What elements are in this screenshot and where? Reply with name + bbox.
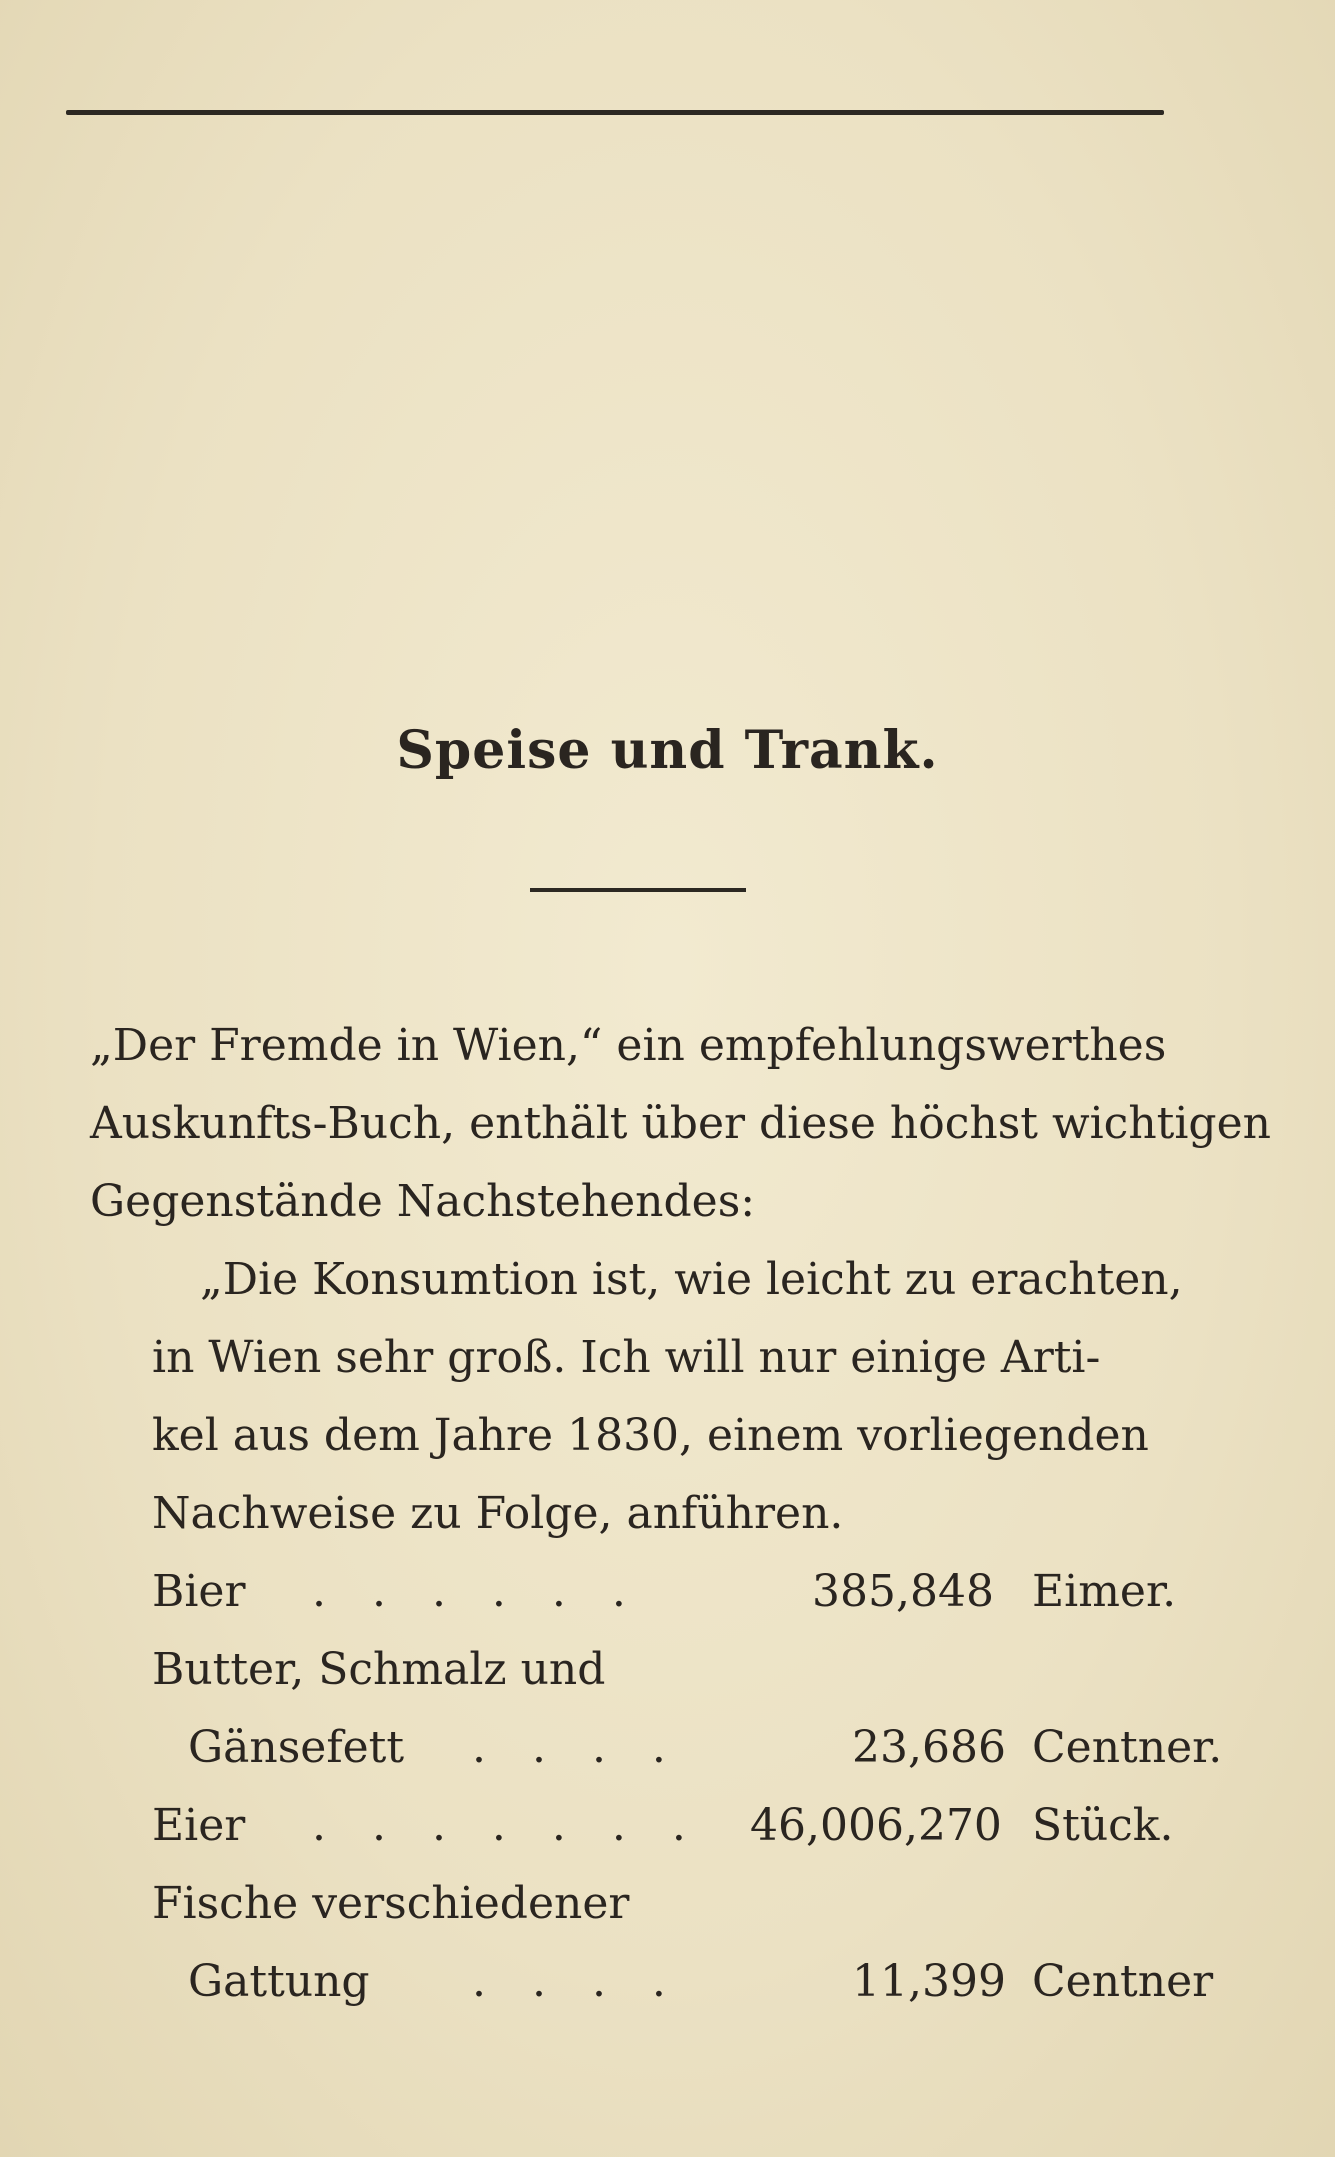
item-row-eier	[152, 1800, 1202, 1860]
item-row-butter	[152, 1644, 1202, 1704]
item-value: 385,848	[812, 1566, 994, 1617]
item-row-fische	[152, 1878, 1202, 1938]
item-value: 46,006,270	[750, 1800, 1002, 1851]
item-row-gaensefett	[152, 1722, 1223, 1782]
item-name: Gänsefett	[188, 1722, 405, 1773]
item-value: 11,399	[852, 1956, 1006, 2007]
item-name: Eier	[152, 1800, 246, 1851]
quote-line: in Wien sehr groß. Ich will nur einige Arti-	[152, 1332, 1101, 1383]
item-value: 23,686	[852, 1722, 1006, 1773]
paragraph-line: Gegenstände Nachstehendes:	[90, 1176, 756, 1227]
item-unit: Stück.	[1032, 1800, 1174, 1851]
item-unit: Eimer.	[1032, 1566, 1177, 1617]
item-name: Fische verschiedener	[152, 1878, 630, 1929]
item-name: Gattung	[188, 1956, 370, 2007]
paragraph-line: „Der Fremde in Wien,“ ein empfehlungswerthes	[90, 1020, 1167, 1071]
quote-line: kel aus dem Jahre 1830, einem vorliegenden	[152, 1410, 1149, 1461]
item-unit: Centner	[1032, 1956, 1214, 2007]
heading-divider	[530, 888, 746, 892]
item-name: Bier	[152, 1566, 246, 1617]
item-name: Butter, Schmalz und	[152, 1644, 606, 1695]
item-unit: Centner.	[1032, 1722, 1223, 1773]
leader-dots: . . . . . .	[312, 1566, 642, 1617]
quote-line: Nachweise zu Folge, anführen.	[152, 1488, 844, 1539]
item-row-bier	[152, 1566, 1202, 1626]
paragraph-line: Auskunfts-Buch, enthält über diese höchst wichtigen	[90, 1098, 1271, 1149]
item-row-gattung	[152, 1956, 1214, 2016]
quote-line: „Die Konsumtion ist, wie leicht zu erachten,	[200, 1254, 1183, 1305]
top-rule	[66, 110, 1164, 115]
leader-dots: . . . .	[472, 1956, 682, 2007]
section-heading: Speise und Trank.	[396, 720, 939, 781]
leader-dots: . . . . . . .	[312, 1800, 702, 1851]
leader-dots: . . . .	[472, 1722, 682, 1773]
